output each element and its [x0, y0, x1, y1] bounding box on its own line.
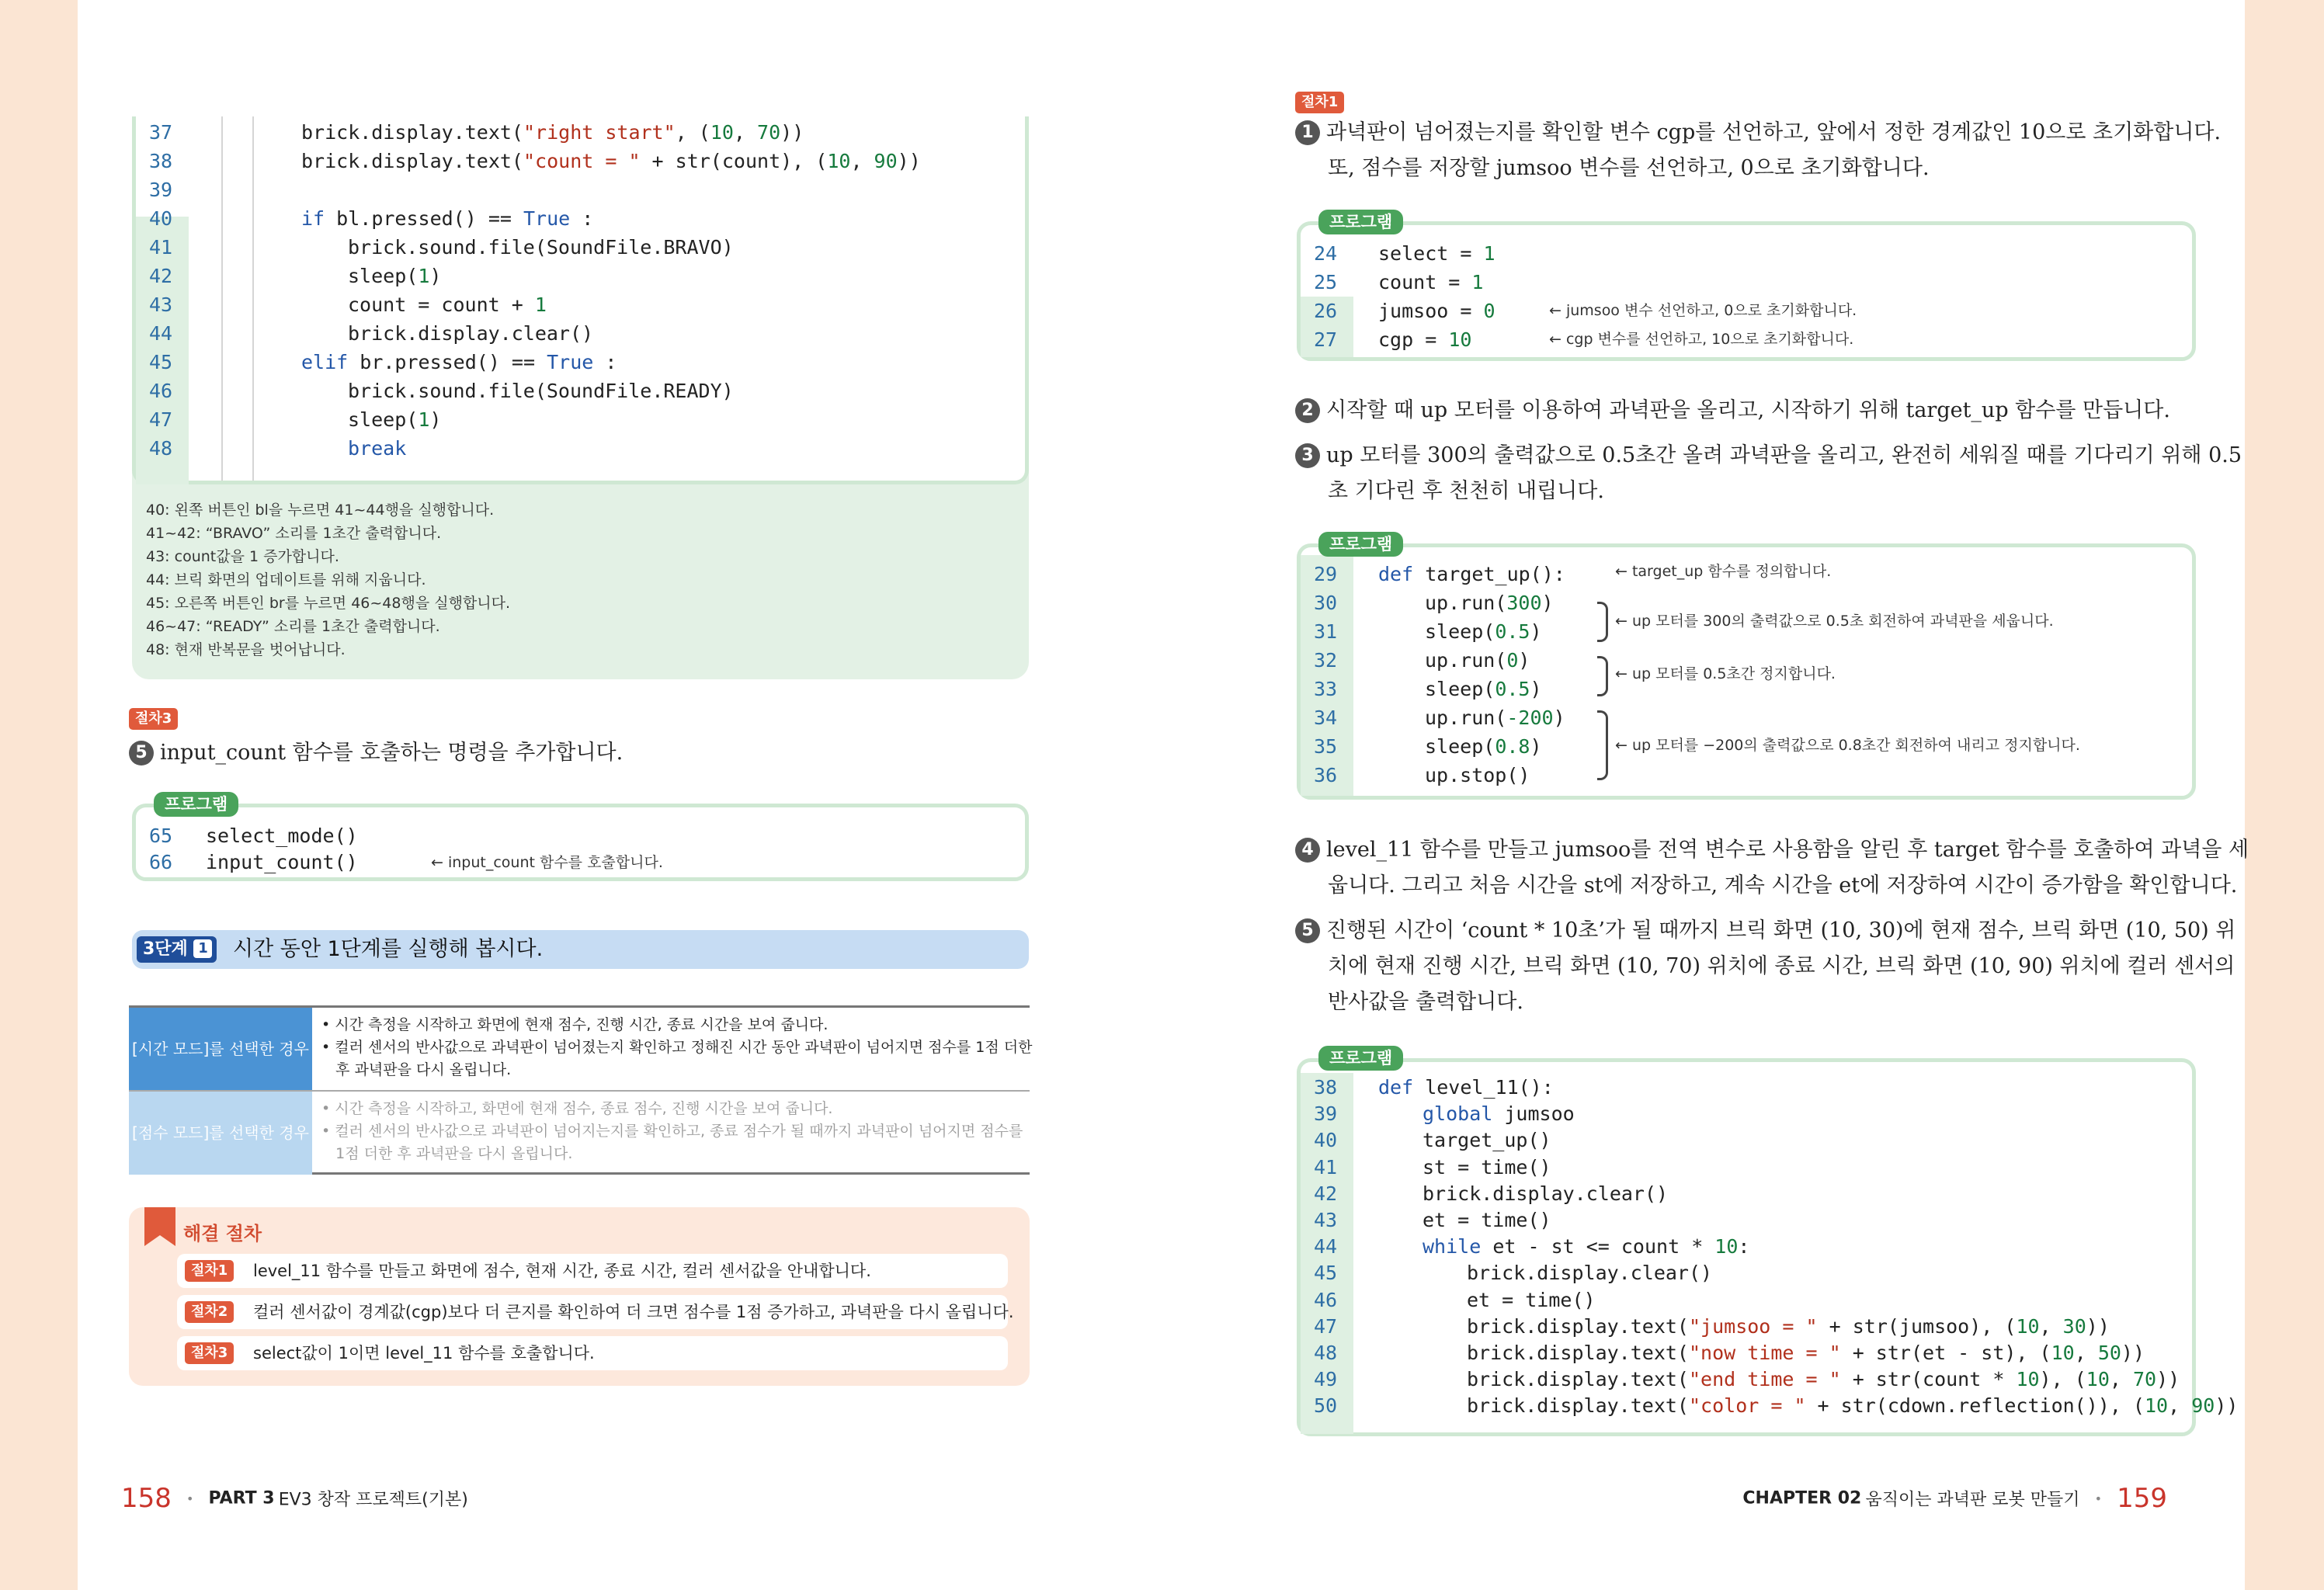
code-token: )) [897, 150, 921, 172]
code-token: 0.8 [1495, 735, 1530, 758]
line-number: 65 [148, 825, 173, 847]
code-line [1301, 1234, 2192, 1260]
code-line [136, 348, 1025, 377]
code-token: ) [1553, 706, 1565, 729]
code-token: target_up(): [1413, 563, 1565, 585]
code-text [1423, 1181, 1668, 1207]
code-line: select_mode() [206, 825, 358, 847]
code-token: "jumsoo = " [1688, 1314, 1818, 1338]
table-row-time [129, 1008, 1033, 1092]
code-token: jumsoo [1492, 1102, 1575, 1126]
code-line [1301, 560, 2192, 588]
code-annotation: ← up 모터를 0.5초간 정지합니다. [1615, 665, 1836, 682]
code-line [1301, 1074, 2192, 1101]
code-token: )) [2086, 1314, 2110, 1338]
line-number: 36 [1313, 764, 1338, 786]
step-number-3: 3 [1295, 443, 1320, 468]
paragraph-4: 4 level_11 함수를 만들고 jumsoo를 전역 변수로 사용함을 알린 후 target 함수를 호출하여 과녁을 세 웁니다. 그리고 처음 시간을 st에 저장하고, 계속 시간을 et에 저장하여 시간이 증가함을 확인합니다. [1295, 832, 2249, 904]
code-token: while [1423, 1235, 1482, 1258]
code-token: 90 [2191, 1394, 2215, 1418]
code-text [1423, 1154, 1551, 1181]
code-token: 1 [534, 293, 547, 316]
code-token: + str(count * [1840, 1368, 2017, 1391]
program-label: 프로그램 [1318, 1046, 1403, 1071]
code-token: , [2168, 1394, 2192, 1418]
code-token: target_up() [1423, 1129, 1551, 1152]
code-token: brick.display.text( [301, 150, 523, 172]
code-token: ) [1530, 620, 1542, 643]
code-block-call [132, 804, 1029, 881]
code-token: ), ( [2039, 1368, 2086, 1391]
code-text [1467, 1393, 2238, 1419]
code-token: True [547, 351, 594, 373]
code-token: global [1423, 1102, 1493, 1126]
code-line [136, 147, 1025, 175]
code-text [1425, 588, 1554, 617]
line-number: 43 [1313, 1209, 1338, 1231]
program-label: 프로그램 [1318, 532, 1403, 557]
code-token: )) [780, 121, 804, 144]
code-line [1301, 732, 2192, 761]
code-token: brick.display.text( [1467, 1394, 1689, 1418]
code-line [1301, 1181, 2192, 1207]
code-token: def [1378, 563, 1414, 585]
code-text [348, 290, 547, 319]
code-line [1301, 325, 2192, 354]
code-token: 300 [1506, 592, 1542, 614]
code-line [1301, 297, 2192, 325]
code-annotation: ← jumsoo 변수 선언하고, 0으로 초기화합니다. [1549, 302, 1857, 319]
line-number: 45 [1313, 1262, 1338, 1285]
code-block-variables [1297, 221, 2196, 361]
left-page [78, 0, 1218, 1590]
step-5-label: input_count 함수를 호출하는 명령을 추가합니다. [160, 741, 624, 765]
code-text [1425, 646, 1530, 675]
code-token: 10 [2145, 1394, 2169, 1418]
code-token: 0 [1483, 300, 1495, 322]
paragraph-1: 1 과녁판이 넘어졌는지를 확인할 변수 cgp를 선언하고, 앞에서 정한 경계값인 10으로 초기화합니다. 또, 점수를 저장할 jumsoo 변수를 선언하고, 0으로 초기화합니다. [1295, 115, 2227, 186]
code-token: bl.pressed() == [325, 207, 523, 230]
code-token: 10 [2086, 1368, 2110, 1391]
code-text [1425, 703, 1565, 732]
stage-badge-label: 3단계 [143, 939, 188, 959]
bookmark-icon [144, 1207, 175, 1246]
footer-right: CHAPTER 02 움직이는 과녁판 로봇 만들기 • 159 [1742, 1483, 2167, 1514]
step-tag: 절차3 [185, 1342, 234, 1364]
code-token: et = time() [1467, 1288, 1596, 1311]
code-line [1301, 1366, 2192, 1393]
code-token: brick.display.text( [1467, 1314, 1689, 1338]
solution-step-text: select값이 1이면 level_11 함수를 호출합니다. [253, 1344, 595, 1363]
code-line [1301, 268, 2192, 297]
code-line [1301, 239, 2192, 268]
line-number: 41 [1313, 1155, 1338, 1179]
code-token: 10 [2016, 1314, 2040, 1338]
line-number: 48 [148, 437, 173, 460]
line-number: 34 [1313, 706, 1338, 729]
code-token: if [301, 207, 325, 230]
program-label: 프로그램 [154, 792, 238, 817]
code-annotation: ← up 모터를 300의 출력값으로 0.5초 회전하여 과녁판을 세웁니다. [1615, 613, 2054, 630]
code-token: def [1378, 1076, 1414, 1099]
code-text [1378, 268, 1483, 297]
code-text [1423, 1101, 1575, 1127]
code-token: 10 [1714, 1235, 1739, 1258]
code-token: brick.display.text( [1467, 1342, 1689, 1364]
solution-step-text: level_11 함수를 만들고 화면에 점수, 현재 시간, 종료 시간, 컬러 센서값을 안내합니다. [253, 1262, 871, 1280]
line-number: 44 [148, 322, 173, 345]
code-text [1467, 1340, 2145, 1366]
table-cell-score: • 시간 측정을 시작하고, 화면에 현재 점수, 종료 점수, 진행 시간을 보여 줍니다. • 컬러 센서의 반사값으로 과녁판이 넘어지는지를 확인하고, 종료 점수가 될 때까지 과녁판이 넘어지면 점수를 1점 더한 후 과녁판을 다시 올립니다. [321, 1100, 1023, 1162]
code-line [136, 204, 1025, 233]
code-annotation: ← target_up 함수를 정의합니다. [1615, 563, 1832, 580]
code-token: 10 [827, 150, 851, 172]
line-number: 45 [148, 351, 173, 373]
code-line [1301, 1154, 2192, 1181]
code-block-target-up [1297, 543, 2196, 800]
code-token: up.run( [1425, 592, 1507, 614]
solution-box [129, 1207, 1030, 1386]
code-token: )) [2156, 1368, 2180, 1391]
code-text [1378, 560, 1565, 588]
code-token: brick.display.clear() [1423, 1182, 1669, 1205]
code-token: sleep( [1425, 735, 1495, 758]
code-token: 0.5 [1495, 678, 1530, 700]
table-header-time: [시간 모드]를 선택한 경우 [129, 1008, 312, 1090]
code-token: True [523, 207, 571, 230]
paragraph-2: 2 시작할 때 up 모터를 이용하여 과녁판을 올리고, 시작하기 위해 target_up 함수를 만듭니다. [1295, 393, 2170, 429]
line-number: 26 [1313, 300, 1338, 322]
mode-table [129, 1005, 1033, 1175]
code-token: + str(jumsoo), ( [1817, 1314, 2017, 1338]
code-text [301, 348, 617, 377]
code-token: 50 [2097, 1342, 2121, 1364]
table-row-score [129, 1092, 1030, 1175]
code-note: 43: count값을 1 증가합니다. [146, 548, 339, 565]
code-line [136, 262, 1025, 290]
step-number-5: 5 [1295, 918, 1320, 943]
code-text [1378, 1074, 1554, 1101]
line-number: 44 [1313, 1235, 1338, 1258]
code-line [136, 118, 1025, 147]
code-token: "now time = " [1688, 1342, 1841, 1364]
code-token: "color = " [1688, 1394, 1806, 1418]
code-line [1301, 617, 2192, 646]
stage-title: 시간 동안 1단계를 실행해 봅시다. [233, 937, 544, 961]
code-token: 1 [1471, 271, 1484, 293]
code-text [1467, 1314, 2110, 1340]
code-token: , [2074, 1342, 2098, 1364]
code-note: 46~47: “READY” 소리를 1초간 출력합니다. [146, 618, 440, 635]
code-line [136, 290, 1025, 319]
code-text [301, 118, 804, 147]
code-text [1423, 1127, 1551, 1154]
code-notes [146, 498, 1000, 661]
code-token: up.stop() [1425, 764, 1530, 786]
part-title: EV3 창작 프로젝트(기본) [278, 1490, 468, 1510]
indent-guide [221, 116, 223, 481]
chapter-label: CHAPTER 02 [1742, 1488, 1862, 1508]
code-text [301, 204, 593, 233]
code-token: 10 [710, 121, 734, 144]
line-number: 43 [148, 293, 173, 316]
code-token: jumsoo = [1378, 300, 1484, 322]
step-number-1: 1 [1295, 120, 1320, 145]
line-number: 47 [1313, 1314, 1338, 1338]
indent-guide [252, 116, 254, 481]
page-number: 159 [2117, 1483, 2167, 1514]
code-token: , ( [675, 121, 710, 144]
code-token: st = time() [1423, 1155, 1551, 1179]
code-line [136, 233, 1025, 262]
code-line [1301, 1287, 2192, 1314]
code-line [1301, 1314, 2192, 1340]
code-token: )) [2121, 1342, 2145, 1364]
code-token: )) [2215, 1394, 2239, 1418]
code-token: 1 [1483, 242, 1495, 265]
code-line [136, 319, 1025, 348]
code-token: sleep( [1425, 620, 1495, 643]
code-token: 0.5 [1495, 620, 1530, 643]
solution-step-2 [177, 1295, 1014, 1329]
code-text [1425, 675, 1542, 703]
code-token: ) [1541, 592, 1554, 614]
code-token: brick.display.clear() [1467, 1262, 1713, 1285]
line-number: 25 [1313, 271, 1338, 293]
program-label: 프로그램 [1318, 210, 1403, 234]
code-annotation: ← input_count 함수를 호출합니다. [431, 854, 663, 871]
line-number: 40 [1313, 1129, 1338, 1152]
code-annotation: ← cgp 변수를 선언하고, 10으로 초기화합니다. [1549, 331, 1854, 348]
code-token: count = [1378, 271, 1472, 293]
code-annotation: ← up 모터를 −200의 출력값으로 0.8초간 회전하여 내리고 정지합니다. [1615, 737, 2080, 754]
code-text [1423, 1207, 1551, 1234]
right-page [1218, 0, 2249, 1590]
code-token: cgp = [1378, 328, 1449, 351]
code-token: ) [429, 408, 442, 431]
paragraph-5: 5 진행된 시간이 ‘count * 10초’가 될 때까지 브릭 화면 (10, 30)에 현재 점수, 브릭 화면 (10, 50) 위 치에 현재 진행 시간, 브릭 화면 (10, 70) 위치에 종료 시간, 브릭 화면 (10, 90) 위치에 컬러 센서의 반사값을 출력합니다. [1295, 913, 2235, 1020]
paragraph-3: 3 up 모터를 300의 출력값으로 0.5초간 올려 과녁판을 올리고, 완전히 세워질 때를 기다리기 위해 0.5 초 기다린 후 천천히 내립니다. [1295, 438, 2242, 509]
code-line [1301, 646, 2192, 675]
code-text [348, 434, 406, 463]
code-token: brick.sound.file(SoundFile.READY) [348, 380, 734, 402]
code-token: 1 [418, 265, 430, 287]
step-5-text [129, 735, 623, 771]
code-text [1378, 239, 1495, 268]
solution-step-3 [177, 1336, 1008, 1370]
line-number: 33 [1313, 678, 1338, 700]
code-token: "right start" [523, 121, 676, 144]
table-header-score: [점수 모드]를 선택한 경우 [129, 1092, 312, 1175]
code-text [1425, 617, 1542, 646]
code-token: sleep( [1425, 678, 1495, 700]
code-line [136, 405, 1025, 434]
code-token: up.run( [1425, 706, 1507, 729]
page-number: 158 [121, 1483, 172, 1514]
stage-banner [132, 930, 1029, 969]
solution-step-text: 컬러 센서값이 경계값(cgp)보다 더 큰지를 확인하여 더 크면 점수를 1점 증가하고, 과녁판을 다시 올립니다. [253, 1303, 1014, 1321]
code-line [1301, 703, 2192, 732]
code-token: "end time = " [1688, 1368, 1841, 1391]
step-tag: 절차3 [129, 708, 178, 730]
code-note: 41~42: “BRAVO” 소리를 1초간 출력합니다. [146, 525, 442, 542]
line-number: 30 [1313, 592, 1338, 614]
line-number: 32 [1313, 649, 1338, 672]
line-number: 46 [1313, 1288, 1338, 1311]
line-number: 49 [1313, 1368, 1338, 1391]
code-token: 1 [418, 408, 430, 431]
line-number: 41 [148, 236, 173, 259]
step-number-2: 2 [1295, 398, 1320, 423]
code-token: 0 [1506, 649, 1519, 672]
code-token: up.run( [1425, 649, 1507, 672]
code-token: 10 [1448, 328, 1472, 351]
stage-badge-number: 1 [193, 939, 212, 958]
code-text [1467, 1366, 2180, 1393]
code-token: -200 [1506, 706, 1554, 729]
code-token: 10 [2016, 1368, 2040, 1391]
line-number: 38 [1313, 1076, 1338, 1099]
step-number-4: 4 [1295, 838, 1320, 863]
step-tag: 절차1 [1295, 92, 1344, 113]
code-token: brick.sound.file(SoundFile.BRAVO) [348, 236, 734, 259]
solution-title: 해결 절차 [183, 1223, 262, 1245]
code-token: level_11(): [1413, 1076, 1554, 1099]
code-text [348, 377, 734, 405]
code-text [1423, 1234, 1749, 1260]
code-token: + str(cdown.reflection()), ( [1805, 1394, 2145, 1418]
line-number: 35 [1313, 735, 1338, 758]
code-token: + str(et - st), ( [1840, 1342, 2051, 1364]
code-line [136, 175, 1025, 204]
code-token: : [593, 351, 617, 373]
line-number: 24 [1313, 242, 1338, 265]
code-line [1301, 761, 2192, 790]
chapter-title: 움직이는 과녁판 로봇 만들기 [1865, 1490, 2080, 1510]
code-note: 48: 현재 반복문을 벗어납니다. [146, 641, 346, 658]
code-text [1467, 1260, 1712, 1286]
code-token: elif [301, 351, 349, 373]
code-line [136, 377, 1025, 405]
code-text [301, 147, 921, 175]
code-token: ) [1518, 649, 1530, 672]
code-line [1301, 1340, 2192, 1366]
code-token: , [733, 121, 758, 144]
code-token: : [570, 207, 594, 230]
line-number: 42 [1313, 1182, 1338, 1205]
code-token: et - st <= count * [1481, 1235, 1715, 1258]
code-token: 30 [2062, 1314, 2086, 1338]
code-token: + str(count), ( [640, 150, 828, 172]
code-token: "count = " [523, 150, 641, 172]
line-number: 38 [148, 150, 173, 172]
code-line [1301, 1207, 2192, 1234]
line-number: 42 [148, 265, 173, 287]
table-cell-time: • 시간 측정을 시작하고 화면에 현재 점수, 진행 시간, 종료 시간을 보여 줍니다. • 컬러 센서의 반사값으로 과녁판이 넘어졌는지 확인하고 정해진 시간 동안 과녁판이 넘어지면 점수를 1점 더한 후 과녁판을 다시 올립니다. [321, 1016, 1033, 1078]
line-number: 39 [1313, 1102, 1338, 1126]
line-number: 31 [1313, 620, 1338, 643]
line-number: 29 [1313, 563, 1338, 585]
part-label: PART 3 [208, 1488, 275, 1508]
code-token: ) [1530, 678, 1542, 700]
line-number: 50 [1313, 1394, 1338, 1418]
line-number: 47 [148, 408, 173, 431]
code-token: ) [1530, 735, 1542, 758]
code-token: : [1738, 1235, 1750, 1258]
code-token: , [850, 150, 874, 172]
code-token: , [2039, 1314, 2063, 1338]
code-text [1378, 325, 1471, 354]
code-block-top [132, 116, 1029, 484]
line-number: 46 [148, 380, 173, 402]
code-note: 40: 왼쪽 버튼인 bl을 누르면 41~44행을 실행합니다. [146, 502, 495, 519]
code-token: 70 [757, 121, 781, 144]
code-line [1301, 588, 2192, 617]
code-token: count = count + [348, 293, 535, 316]
code-text [1378, 297, 1495, 325]
line-number: 66 [148, 851, 173, 873]
line-number: 48 [1313, 1342, 1338, 1364]
step-tag: 절차2 [185, 1301, 234, 1323]
code-text [348, 233, 734, 262]
code-note: 45: 오른쪽 버튼인 br를 누르면 46~48행을 실행합니다. [146, 595, 511, 612]
code-text [348, 262, 441, 290]
code-text [348, 319, 593, 348]
line-number: 37 [148, 121, 173, 144]
code-token: et = time() [1423, 1209, 1551, 1231]
code-line [1301, 1101, 2192, 1127]
footer-left: 158 • PART 3 EV3 창작 프로젝트(기본) [121, 1483, 468, 1514]
code-line [1301, 675, 2192, 703]
code-text [1467, 1287, 1596, 1314]
code-token: select = [1378, 242, 1484, 265]
line-number: 40 [148, 207, 173, 230]
step-number-5: 5 [129, 741, 154, 765]
stage-badge [137, 936, 217, 963]
code-token: brick.display.text( [301, 121, 523, 144]
code-token: sleep( [348, 408, 419, 431]
code-token: brick.display.text( [1467, 1368, 1689, 1391]
code-token: 90 [874, 150, 898, 172]
line-number: 27 [1313, 328, 1338, 351]
code-line [1301, 1393, 2239, 1419]
code-text [1425, 732, 1542, 761]
code-token: 70 [2132, 1368, 2157, 1391]
code-token: , [2109, 1368, 2133, 1391]
step-tag: 절차1 [185, 1260, 234, 1282]
code-token: sleep( [348, 265, 419, 287]
code-token: break [348, 437, 407, 460]
line-number: 39 [148, 179, 173, 201]
code-line [1301, 1260, 2192, 1286]
code-token: 10 [2051, 1342, 2075, 1364]
code-text [348, 405, 441, 434]
code-token: br.pressed() == [348, 351, 547, 373]
code-text [1425, 761, 1530, 790]
code-block-level-11 [1297, 1058, 2239, 1436]
code-token: brick.display.clear() [348, 322, 594, 345]
code-token: ) [429, 265, 442, 287]
solution-step-1 [177, 1254, 1008, 1288]
code-line [1301, 1127, 2192, 1154]
code-line: input_count() [206, 851, 358, 873]
code-line [136, 434, 1025, 463]
code-note: 44: 브릭 화면의 업데이트를 위해 지웁니다. [146, 571, 426, 588]
